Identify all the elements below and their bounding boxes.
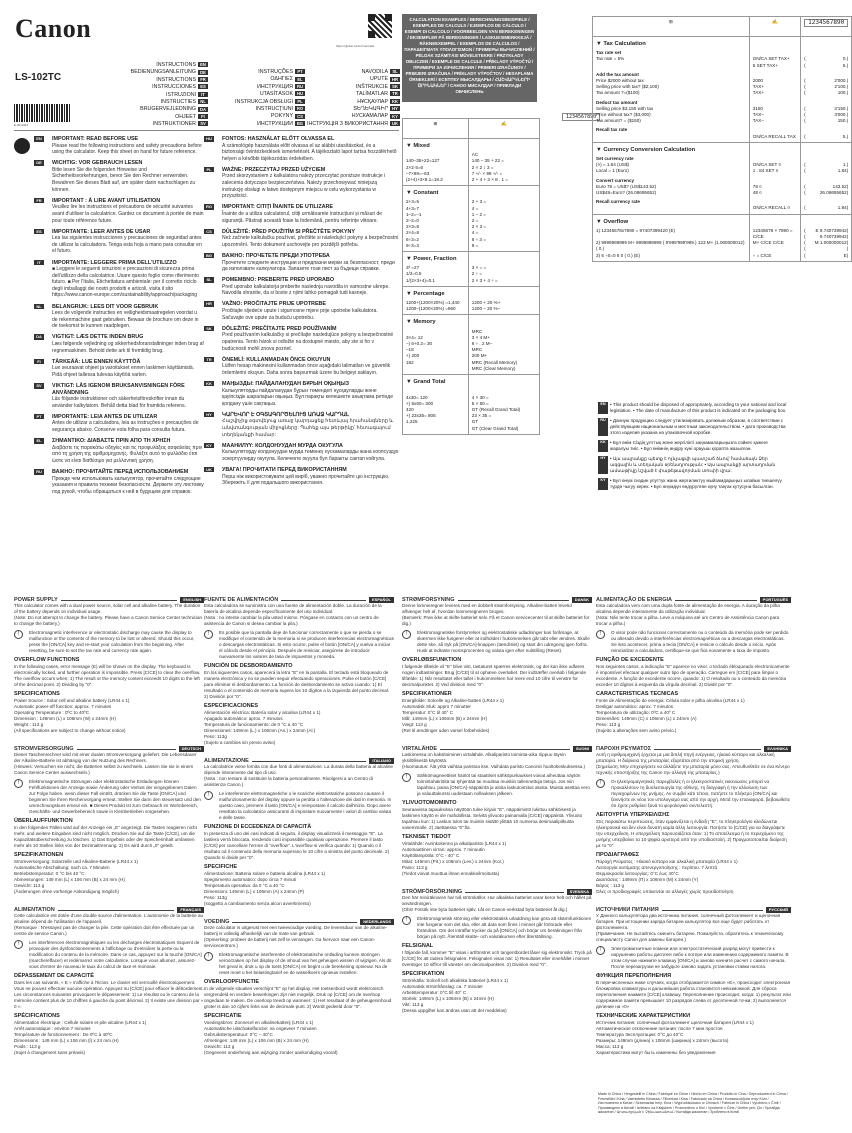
- notice-ro: RO IMPORTANT: CITIȚI ÎNAINTE DE UTILIZARE Înainte de a utiliza calculatorul, citiți următoarele instrucțiuni și măsuri de siguranță. Păstrați această foaie la îndemână, pentru referințe viitoare.: [206, 204, 383, 224]
- model-number: LS-102TC: [15, 72, 62, 83]
- notice-de: DE WICHTIG: VOR GEBRAUCH LESEN Bitte lesen Sie die folgenden Hinweise und Sicherheitsvorkehrungen, bevor Sie den Rechner verwenden. Bewahren Sie dieses Blatt auf, um später darin nachschlagen zu können.: [34, 160, 204, 193]
- keypress-column-icon: ✍: [749, 17, 800, 37]
- notice-hy: HY ԿԱՐԵՎՈՐ Է ՕԳՏԱԳՈՐԾԵԼՈՒՑ ԱՌԱՋ ԿԱՐԴԱԼ Հաշվիչից օգտվելուց առաջ կարդացեք հետևյալ հրահանգները և անվտանգության միջոցները: Պահեք այս թերթիկը՝ հետագայում տեղեկանքի համար:: [204, 412, 399, 438]
- disposal-ky: KY • Бул өнүм сиздин улуттук жана жергиликтүү мыйзамдарыңыз ылайык тиешелүү түрдө чыгуу керек. • Бул өнүмдүн өндүрүлгөн күнү таңгак кутусуна басылган.: [598, 478, 788, 490]
- manual-de: STROMVERSORGUNG DEUTSCH Dieser Taschenrechner wird mit einer dualen Stromversorgung geliefert. Die Lebensdauer der Alkaline-Batterie ist abhängig von der Nutzung des Rechners. (Hinweis: Versuchen sie nicht, die Batterien selbst zu wechseln. Lassen Sie sie in einem Canon Service Center auswechseln.) ! Elektromagnetische Störungen oder elektrostatische Entladungen können Fehlfunktionen der Anzeige sowie Änderung oder Verlust der eingegebenen Daten zur Folge haben. wenn dieser Fall eintritt, drücken Sie die Taste [ON/CA] und beginnen Sie Ihren Rechenvorgang erneut. Stellen Sie dann den steuersatz und den umrechnungskurs erneut ein. ■ Dieses Produkt ist zum Gebrauch im Wohnbereich, Geschäfts- und Gewerbebereich sowie in Kleinbetrieben vorgesehen. ÜBERLAUFFUNKTION In den folgenden Fällen wird auf der Anzeige ein „E" angezeigt. Die Tasten reagieren nicht mehr, und weitere Eingaben sind nicht möglich. Drücken Sie auf die Taste [C/CE], um die Kapazitätsüberschreitung zu löschen. 1) Das Ergebnis oder der Speicherinhalt umfassen mehr als 10 Stellen links von der Dezimaltrennung. 2) Es wird durch „0" geteilt. SPEZIFIKATIONEN Stromversorgung: Solarzelle und Alkaline-Batterie (LR44 x 1) Automatische Abschaltung: nach ca. 7 Minuten Betriebstemperatur: 0 °C bis 40 °C Abmessungen: 149 mm (L) x 106 mm (B) x 24 mm (H) Gewicht: 113 g (Änderungen ohne vorherige Ankündigung möglich): [14, 746, 204, 895]
- notice-pl: PL WAŻNE: PRZECZYTAJ PRZED UŻYCIEM Przed skorzystaniem z kalkulatora należy przeczytać poniższe instrukcje i zalecenia dotyczące bezpieczeństwa. Należy przechowywać niniejszą instrukcję obsługi w łatwo dostępnym miejscu w celu wykorzystania w przyszłości.: [204, 167, 399, 200]
- manual-en: POWER SUPPLY ENGLISH This calculator comes with a dual power source, solar cell and alkaline battery. The duration of the battery depends on individual usage. (Note: Do not attempt to change the battery. Please have a Canon Service Center technician to change the battery.) ! Electromagnetic interference or electrostatic discharge may cause the display to malfunction or the contents of the memory to be lost or altered. Should this occur, press the [ON/CA] key and re-start your calculation from the beginning. After resetting, be sure to set the tax rate and currency rate again. OVERFLOW FUNCTIONS In the following cases, error message (E) will be shown on the display. The keyboard is electronically locked, and further operation is impossible. Press [C/CE] to clear the overflow. The overflow occurs when: 1) The result or the memory content exceeds 10 digits to the left of the decimal point. 2) Dividing by "0". SPECIFICATIONS Power Source : Solar cell and alkaline battery (LR44 x 1) Automatic power-off function: approx. 7 minutes Operating Temperature : 0ºC to 40ºC Dimension : 149mm (L) x 106mm (W) x 24mm (H) Weight : 113 g (All specifications are subject to change without notice): [14, 597, 203, 733]
- warning-icon: !: [204, 952, 213, 961]
- important-notices-left: [34, 136, 204, 500]
- example-section-constant: ▼ Constant 2+3=5 4+3=7 1–2=–1 2–2=0 2×3=6 2×4=8 6÷3=2 9÷3=3 2 + 3 = 4 = 1 – 2 = 2 = 2 × 3 = 4 = 6 ÷ 3 = 9 =: [403, 186, 540, 252]
- notice-ky: KY МААНИЛҮҮ: КОЛДОНУУДАН МУРДА ОКУГУЛА Калькуляторду колдонуудан мурда төмөнкү нускамаларды жана коопсуздук эскертүүлөрдү окугула. Келечекте окуула бул баракты сактап койгула.: [204, 443, 399, 463]
- notice-it: IT IMPORTANTE: LEGGERE PRIMA DELL'UTILIZZO ■ Leggere le seguenti istruzioni e precauzioni di sicurezza prima dell'utilizzo della calcolatrice. Usare questo foglio come riferimento futuro. ■ Per l'Italia, Etichettatura ambientale: per il corretto riciclo degli imballaggi dei nostri prodotti e articoli, visita il sito https://www.canon-europe.com/sustainability/approach/packaging: [34, 260, 204, 300]
- notice-nl: NL BELANGRIJK: LEES DIT VOOR GEBRUIK Lees de volgende instructies en veiligheidsmaatregelen voordat u de rekenmachine gaat gebruiken. Bewaar de brochure om deze in de toekomst te kunnen raadplegen.: [34, 304, 204, 330]
- notice-kk: KK МАҢЫЗДЫ: ПАЙДАЛАНУДАН БҰРЫН ОҚЫҢЫЗ Калькуляторды пайдаланудан бұрын төмендегі нұсқауларды және қауіпсіздік шараларын оқыңыз. Бұл парақты келешекте анықтама ретінде қолдану үшін сақтаңыз.: [204, 381, 399, 407]
- keys-column-icon: ⊞: [403, 119, 469, 139]
- language-entry: INSTRUKCJA OBSŁUGI PL: [200, 99, 305, 106]
- manual-pt: ALIMENTAÇÃO DE ENERGIA PORTUGUÊS Esta calculadora vem com uma dupla fonte de alimentação de energia. A duração da pilha alcalina depende inteiramente da utilização individual. (Nota: Não tente trocar a pilha. Leve a máquina até um Centro de Assistência Canon para trocar a pilha.) ! O visor pode não funcionar correctamente ou o conteúdo da memória pode ser perdido ou alterado devido a interferências electromagnéticas ou a descargas electrostáticas. Se isso acontecer, prima a tecla [ON/CA] e reinicie o cálculo desde o início. Após reinicializar a calculadora, certifique-se que fixa novamente a taxa de imposto. FUNÇÃO DE EXCEDENTE Nos seguintes casos, a indicação "E" aparece no visor, o teclado ébloqueado electronicamente é impossível efectuar qualquer outro tipo de operação. Carregue em [C/CE] para limpar o excedente. A função de excedente ocorre, quando: 1) O resultado ou o conteúdo da memória exceder 10 dígitos à esquerda da vírgula decimal. 2) Dividir por "0". CARACTERISTICAS TECNICAS Fonte de Alimentação de energia: Célula solar e pilha alcalina (LR44 x 1) Desligar automático: aprox. 7 minutos Temperatura de utilização: 0ºC a 40º C Dimensões: 149mm (C) x 106mm (L) x 24mm (A) Peso: 113 g (Sujeito a alterações sem aviso prévio.): [596, 597, 790, 733]
- notice-da: DA VIGTIGT: LÆS DETTE INDEN BRUG Læs følgende vejledning og sikkerhedsforanstaltninger inden brug af regnemaskinen. Behold dette ark til fremtidig brug.: [34, 334, 204, 354]
- language-list-1: [108, 62, 208, 129]
- example-section-overflow: ▼ Overflow 1) 12345678x7890 = 97407399420 (E) 2) 9999999999 M+ 9999999999 ( 9'999'999'999.) 123 M+ (1.000000012) ( 0.) 3) 6 ÷0=0 6 0 ( 0.) (E) 12345678 × 7890 = C/CE M+ C/CE C/CE ÷ = C/CE ( E 9.740739942 ) ( 9.740739942 ) ( M 1.000000012 ) ( ) ( E ): [593, 214, 852, 261]
- manual-column-2: [204, 597, 394, 1068]
- notice-en: EN IMPORTANT: READ BEFORE USE Please read the following instructions and safety precautions before using the calculator. Keep this sheet on hand for future reference.: [34, 136, 204, 156]
- language-entry: НҰСҚАУЛАР KK: [357, 98, 399, 105]
- notice-sk: SK DÔLEŽITÉ: PREČÍTAJTE PRED POUŽÍVANÍM Pred používaním kalkulačky si prečítajte nasledujúce pokyny a bezpečnostné opatrenia. Tento hárok si odložte na dostupné miesto, aby ste si ho v budúcnosti mohli znova pozrieť.: [204, 326, 399, 352]
- example-section-power: ▼ Power, Fraction 3³ =27 1/2=0.5 1/(2×3+4)=0.1 3 × = = 2 ÷ = 2 × 3 + 4 ÷ =: [403, 252, 540, 287]
- language-list-3: [300, 69, 400, 128]
- warning-icon: !: [14, 940, 23, 949]
- notice-uk: UK УВАГА! ПРОЧИТАТИ ПЕРЕД ВИКОРИСТАННЯМ Перш ніж використовувати цей виріб, уважно прочитайте цю інструкцію. Збережіть її для подальшого використання.: [204, 467, 399, 487]
- manual-el: ΠΑΡΟΧΗ ΡΕΥΜΑΤΟΣ ΕΛΛΗΝΙΚΑ Αυτή η αριθμομηχανή έρχεται με μια διπλή πηγή ενέργειας, ηλιακό κύτταρο και αλκαλική μπαταρία. Η διάρκεια της μπαταρίας εξαρτάται από την ατομική χρήση. (Σημείωση: Μην επιχειρήσετε να αλλάξετε την μπαταρία μόνο σας. Απευθυνθείτε σε ένα Κέντρο τεχνικής υποστήριξης της Canon την αλλαγή της μπαταρίας.) ! Οι ηλεκτρομαγνητικές παρεμβολές ή οι ηλεκτροστατικές εκκενώσεις μπορεί να προκαλέσουν τη δυσλειτουργία της οθόνης, τη διαγραφή ή την αλλοίωση των περιεχομένων της μνήμης. Αν συμβεί κάτι τέτοιο, πατήστε το πλήκτρο [ON/CA] και ξεκινήστε εκ νέου τον υπολογισμό σας από την αρχή. Μετά την επαναφορά, βεβαιωθείτε ότι έχετε ρυθμίσει ξανά το φορολογικό συντελεστή. ΛΕΙΤΟΥΡΓΙΑ ΥΠΕΡΧΕΙΛΙΣΗΣ Στις παρακάτω περιπτώσεις, όταν εμφανίζεται η ένδειξη "E", το πληκτρολόγιο κλειδώνεται ηλεκτρονικά και δεν είναι δυνατή καμία άλλη λειτουργία. Πατήστε το [C/CE] για να διαγράψετε την υπερχείλιση. Η υπερχείλιση παρουσιάζεται όταν: 1) Το αποτέλεσμα ή το περιεχόμενο της μνήμης υπερβαίνει τα 10 ψηφία αριστερά από την υποδιαστολή. 2) Πραγματοποιείται διαίρεση με το "0". ΠΡΟΔΙΑΓΡΑΦΕΣ Παροχή Ρεύματος : Ηλιακό κύτταρο και αλκαλική μπαταρία (LR44 x 1) Λειτουργία αυτόματης απενεργοποίησης : περίπου. 7 λεπτά Θερμοκρασία λειτουργίας: 0°C έως 40°C Διαστάσεις : 149mm (Π) x 106mm (Μ) x 24mm (Υ) Βάρος : 113 g Όλες οι προδιαγραφές υπόκεινται σε αλλαγές χωρίς προειδοποίηση: [596, 746, 790, 894]
- warning-icon: !: [204, 791, 213, 800]
- manual-da: STRØMFORSYNING DANSK Denne lommeregner leveres med en dobbelt strømforsyning. Alkaline-batteri levetid afhænger helt af, hvordan lommeregneren bruges. (Bemærk: Prøv ikke at skifte batteriet selv. Få et Canon servicecenter til at skifte batteriet for dig.) ! Elektromagnetiske forstyrrelser og elektrostatiske udladninger kan forårsage, at skærmen ikke fungerer eller at indholdet i hukommelsen går tabt eller ændres. Skulle dette ske, så tryk på [ON/CA]-knappen (tænd/slet) og start din udregning igen forfra. Husk at indtaste momsprocenten og valuta igen efter nulstilling (Reset). OVERLØBSFUNKTION I følgende tilfælde vil "E" blive vist, tastaturet spærres elektronisk, og der kan ikke udføres nogen indtastninger. Brug [C/CE] til at ophæve overløbet. Der indtræffer overløb i følgende tilfælde: 1) Når resultatet eller tallet i hukommelsen har mere end 10 cifre til venstre for decimalpunktet. 2) Ved division med "0". SPECIFIKATIONER Energikilde: Solcelle og Alkaline-batteri (LR44 x 1) Automatisk Sluk: appro 7 minutter Temperatur: 0°C til 40° C Mål: 149mm (L) x 106mm (B) x 24mm (H) Vægt: 113 g (Ret til ændringer uden varsel forbeholdes): [402, 597, 592, 734]
- notice-tr: TR ÖNEMLİ: KULLANMADAN ÖNCE OKUYUN Lütfen hesap makinesini kullanmadan önce aşağıdaki talimatları ve güvenlik önlemlerini okuyun. Daha sonra başvurmak üzere bu belgeyi saklayın.: [204, 357, 399, 377]
- disposal-hy: HY • Այս ապրանքը պետք է ոչնչացվի պատշաճ ձևով՝ համաձայն Ձեր ազգային և տեղական օրենսդրության: • Այս ապրանքի արտադրման ամսաթիվը նշված է փաթեթավորման տուփի վրա:: [598, 456, 788, 474]
- language-entry: ISTRUZIONI IT: [108, 92, 208, 99]
- warning-icon: !: [14, 779, 23, 788]
- examples-table-right: [592, 16, 849, 262]
- warning-icon: !: [402, 916, 411, 925]
- manual-fr: ALIMENTATION FRANÇAIS Cette calculatrice est dotée d'une double source d'alimentation. L'autonomie de la batterie au alcaline dépend de l'utilisation de l'appareil. (Remarque : N'essayez pas de changer la pile. Cette opération doit être effectuée par un centre de service Canon.) ! Les interférences électromagnétiques ou les décharges électrostatiques risquent de provoquer des dysfonctionnements à l'affichage ou d'entraîner la perte ou la modification du contenu de la mémoire. Dans ce cas, appuyez sur la touche [ON/CA] (marche/effacer) et redémarrez votre calculatrice. Lorsque vous allumez, assurez-vous d'entrer de nouveau le taux du calcul de taxe et monnaie. DÉPASSEMENT DE CAPACITÉ Dans les cas suivants, « E » s'affiche à l'écran. Le clavier est verrouillé électroniquement. Vous ne pouvez effectuer aucune opération. Appuyez su [C/CE] pour effacer le débordement. Les circonstances suivantes provoquent le dépassement: 1) Le résultat ou le contenu de la mémoire contient plus de 10 chiffres à gauche du point décimal. 2) Il existe une division par « 0 ». SPÉCIFICATIONS Alimentation électrique : Cellule solaire et pile alcaline (LR44 x 1) Arrêt automatique : environ 7 minutes Température de fonctionnement : De 0ºC à 40ºC Dimensions : 149 mm (L) x 106 mm (l) x 24 mm (H) Poids : 113 g (Sujet à changement sans préavis): [14, 907, 204, 1055]
- example-section-memory: ▼ Memory 3×4= 12 –) 6+0.2= 30 –18 +) 200 182 MRC 3 × 4 M+ 6 ÷ . 2 M– MRC 200 M+ MRC (Recall Memory) MRC (Clear Memory): [403, 315, 540, 375]
- language-entry: TALİMATLAR TR: [300, 91, 400, 98]
- manual-ru: ИСТОЧНИКИ ПИТАНИЯ РУССКИЙ У Данного калькулятора два источника питания, солнечный фотоэлемент и щелочная батарея. При истощении заряда батареи калькулятор все еще будет работать от фотоэлемента. (Примечание. Не пытайтесь сменить батарею. Пожалуйста, обратитесь к техническому специалисту Canon для замены батареи.) ! Электромагнитные помехи или электростатический разряд могут привести к нарушению работы дисплея либо к потере или изменению содержимого памяти. В этом случае нажмите клавишу [ON/CA] и заново начните расчет с самого начала. После перезагрузки не забудьте заново задать установки ставки налога. ФУНКЦИЯ ПЕРЕПОЛНЕНИЯ В перечисленных ниже случаях, когда отображается символ «E», происходит электронная блокировка клавиатуры и дальнейшая работа становится невозможной. Для сброса переполнения нажмите [C/CE] клавишу. Переполнение происходит, когда: 1) результат или содержимое памяти превышает 10 разрядов слева от десятичной точки; 2) выполняется деление на «0» ТЕХНИЧЕСКИЕ ХАРАКТЕРИСТИКИ Источник питания: солнечный фотоэлемент щелочная батарея (LR44 x 1) Автоматическое отключение питания: после 7 мин простоя Температура Эксплуатации: 0°C до 40°C Размеры: 149mm (длина) x 106mm (ширина) x 24mm (высота) Масса: 113 g Характеристики могут быть изменены без уведомления: [596, 907, 791, 1055]
- warning-icon: !: [204, 630, 213, 639]
- notice-fr: FR IMPORTANT : À LIRE AVANT UTILISATION Veuillez lire les instructions et précautions de sécurité suivantes avant d'utiliser la calculatrice. Gardez ce document à portée de main pour toute référence future.: [34, 198, 204, 224]
- example-section-tax: ▼ Tax Calculation Tax rate set Tax rate = 5% Add the tax amount Price $2000 without tax Selling price with tax? ($2,100) Tax amount ?=($100) Deduct tax amount Selling price $3,150 with tax Price without tax? ($3,000) Tax amount? = ($150) Recall tax rate ON/CA SET TAX+ 5 SET TAX+ 2000 TAX+ TAX+ 3150 TAX– TAX– ON/CA RECALL TAX ( 0. ) ( 5. ) ( 2'000. ) ( 2'100. ) ( 100. ) ( 3'150. ) ( 3'000. ) ( 150. ) ( 5. ): [593, 37, 852, 143]
- notice-sv: SV VIKTIGT: LÄS IGENOM BRUKSANVISNINGEN FÖRE ANVÄNDNING Läs följande instruktioner och säkerhetsföreskrifter innan du använder kalkylatorn. Behåll detta blad för framtida referens.: [34, 383, 204, 409]
- language-entry: INSTRUCTIONS EN: [108, 62, 208, 69]
- display-column: 1234567890: [801, 17, 852, 37]
- language-entry: НУСКАМАЛАР KY: [300, 113, 400, 120]
- manual-es: FUENTE DE ALIMENTACIÓN ESPAÑOL Esta calculadora se suministra con una fuente de alimentación doble. La duración de la batería de alcalina depende específicamente del uso individual. (Nota : no intente cambiar la pila usted mismo. Póngase en contacto con un centro de asistencia de Canon si desea cambiar la pila.) ! Es posible que la pantalla deje de funcionar correctamente o que se pierda o se modifique el contenido de la memoria si se producen interferencias electromagnéticas o descargas electrostáticas. Si esto ocurre, pulse el botón [ON/CA] y vuelva a iniciar el cálculo desde el principio. Después de reiniciar, asegúrese de introducir nuevamente los valores de tasa de impuestos y moneda. FUNCIÓN DE DESBORDAMIENTO En los siguientes casos, aparecerá la letra "E" en la pantalla. El teclado está bloqueado de manera electrónica y no se pueden seguir efectuando operaciones. Pulse el botón [C/CE] para eliminar el desbordamiento. La función de desbordamiento se activa cuando: 1) El resultado o el contenido de memoria supera los 10 dígitos a la izquierda del punto decimal. 2) División por "0". ESPECIFICACIONES Alimentación eléctrica: Batería solar y alcalina (LR44 x 1) Apagado automático: aprox. 7 minutos Temperatura de funcionamiento: de 0 °C a 40 °C Dimensiones: 149mm (L.) x 106mm (An.) x 24mm (Al.) Peso: 113g (Sujeto a cambios sin previo aviso): [204, 597, 394, 745]
- warning-icon: !: [596, 946, 605, 955]
- example-section-percentage: ▼ Percentage 1200+(1200×20%) =1,440 1200–(1200×20%) =960 1200 + 20 %+ 1200 – 20 %–: [403, 286, 540, 315]
- language-list-2: [200, 69, 305, 128]
- keys-column-icon: ⊞: [593, 17, 750, 37]
- notice-es: ES IMPORTANTE: LEER ANTES DE USAR Lea las siguientes instrucciones y precauciones de seguridad antes de utilizar la calculadora. Tenga esta hoja a mano para consultar en el futuro.: [34, 229, 204, 255]
- barcode-number: E-IM-3301: [14, 123, 29, 127]
- examples-table-left: [402, 118, 540, 435]
- example-section-mixed: ▼ Mixed 140–35+22=127 2×2·5=6 –7×99=–63 (2+4)+3×8.1=18.2 AC 140 – 35 + 22 = 2 × 2 ↕ 3 = 7 +/- × 99 +/- = 2 + 4 + 3 × 8 . 1 =: [403, 139, 540, 186]
- language-entry: ИНСТРУКЦИИ BG: [257, 120, 304, 127]
- important-notices-right: [204, 136, 399, 491]
- example-section-currency: ▼ Currency Conversion Calculation Set currency rate (¤) = 1.84 (US$) Local = 1 (Euro) Convert currency Euro 78 = US$? (US$143.52) US$48=Euro? (26.08695652) Recall currency rate ON/CA SET ¤ 1 . 84 SET ¤ 78 ¤ 48 ¤ ON/CA RECALL ¤ ( 1. ) ( 1.84 ) ( 143.52 ) ( 26.08695652 ) ( 1.84 ): [593, 142, 852, 214]
- notice-hr: HR VAŽNO: PROČITAJTE PRIJE UPOTREBE Pročitajte sljedeće upute i sigurnosne mjere prije upotrebe kalkulatora. Sačuvajte ove upute za buduću upotrebu.: [204, 301, 399, 321]
- canon-logo: Canon: [15, 14, 92, 43]
- language-entry: ՏԵՂԵԿԱԳԻՐ HY: [300, 106, 400, 113]
- calculation-examples-title: CALCULATION EXAMPLES / BERECHNUNGSBEISPIELE / EXEMPLES DE CALCULS / EJEMPLOS DE CÁLCULO / ESEMPI DI CALCOLO / VOORBEELDEN VAN BEREKENINGEN / EKSEMPLER PÅ BEREGNINGER / LASKUESIMERKKEJÄ / RÄKNEEXEMPEL / EXEMPLOS DE CÁLCULOS / ΠΑΡΑΔΕΙΓΜΑΤΑ ΥΠΟΛΟΓΙΣΜΩΝ / ПРИМЕРЫ ВЫЧИСЛЕНИЙ / PÉLDÁK SZÁMÍTÁSI MŰVELETEKRE / PRZYKŁADY OBLICZEŃ / EXEMPLE DE CALCULE / PŘÍKLADY VÝPOČTŮ / ПРИМЕРИ ЗА ИЗЧИСЛЕНИЯ / PRIMERI IZRAČUNOV / PRIMJERI IZRAČUNA / PRÍKLADY VÝPOČTOV / HESAPLAMA ÖRNEKLERİ / ЕСЕПТЕУ МЫСАЛДАРЫ / ՀԱՇՎԱՐԿՆԵՐԻ ՕՐԻՆԱԿՆԵՐ / САНОО МИСАЛДАР / ПРИКЛАДИ ОБЧИСЛЕНЬ: [402, 14, 537, 102]
- warning-icon: !: [596, 630, 605, 639]
- notice-bg: BG ВАЖНО: ПРОЧЕТЕТЕ ПРЕДИ УПОТРЕБА Прочетете следните инструкции и предпазни мерки за безопасност, преди да използвате калкулатора. Запазете този лист за бъдещи справки.: [206, 252, 395, 273]
- language-entry: BEDIENUNGSANLEITUNG DE: [108, 69, 208, 76]
- language-entry: INSTRUÇÕES PT: [200, 69, 305, 76]
- qr-url: https://global.canon/manuals: [336, 44, 375, 48]
- language-entry: POKYNY CS: [200, 113, 305, 120]
- divider: [14, 130, 399, 131]
- keypress-column-icon: ✍: [468, 119, 539, 139]
- manual-fi: VIRTALÄHDE SUOMI Laskimessa on kaksitoiminen virtalähde. Alkaliparisto toiminta-aika riippuu täysin yksilöllisestä käytöstä. (Huomautus: Älä yritä vaihtaa paristoa itse. Vaihdata paristo Canonin huoltokeskuksessa.) ! Sähkömagneettiset häiriöt tai staattiset sähköpurkaukset voivat aiheuttaa näytön toimintahäiriöitä tai tyhjentää tai muuttaa muistiin tallennettuja tietoja. Jos niin tapahtuu, paina [ON/CA]-näppäintä ja aloita laskutoimitus alusta. Muista asettaa vero ja valuuttakurssi uudestaan nollauksen jälkeen. YLIVUOTOMOMINTO Seuraavissa tapauksissa näyttöön tulee kirjain "E", näppäimistö lukittuu sähköisesti ja laskimen käyttö ei ole mahdollista. Selvitä ylivuoto painamalla [C/CE] näppäintä. Ylivuoto tapahtuu kun: 1) Laskun tulos tai muistin sisältö ylittää 10 numeroa desimaalipilkusta vasemmalle. 2) Jaettaessa "0":lla. TEKNISET TIEDOT Virtalähde: Aurinkokenno ja alkaliparisto (LR44 x 1) Automaattinen virran: approx. 7 minuutin Käyttölämpötila: 0°C - 40° C Mitat: 149mm (Pit.) x 106mm (Lev.) x 24mm (Kor.) Paino: 113 g (Tiedot voivat muuttua ilman ennakkoilmoitusta): [402, 746, 592, 877]
- made-in-china: Made in China / Hergestellt in China / Fabriqué en Chine / Hecho en China / Prodotto in Cina / Geproduceerd in China / Fremstillet i Kina / Valmistettu Kiinassa / Tillverkad i Kina / Fabricado na China / Κατασκευάζεται στην Κίνα / Изготовлено в Китае / Származási hely: Kína / Wyprodukowano w Chinach / Fabricat în China / Vyrobeno v Číně / Произведено в Китай / Izdelano na Kitajskem / Proizvedeno u Kini / Vyrobené v Číne / Üretim yeri: Çin / Қытайда жасалған / Արտադրված է Չինաստանում / Кытайда жасалган / Зроблено в Китаї: [598, 1092, 788, 1115]
- language-entry: ИНСТРУКЦИЯ RU: [257, 83, 304, 90]
- language-entry: INSTRUKTIONER SV: [108, 121, 208, 128]
- language-entry: INSTRUCCIONES ES: [108, 84, 208, 91]
- language-entry: INSTRUCȚIUNI RO: [255, 106, 304, 113]
- disposal-kk: KK • Бұл өнім Сіздің ұлттық және жергілікті заңнамаларыңызға сәйкес қажеге жаралуы тиіс. • Бұл өнімнің өндіру күні орауыш қорапта жазылған.: [598, 440, 788, 452]
- language-entry: NAVODILA SL: [300, 69, 400, 76]
- notice-hu: HU FONTOS: HASZNÁLAT ELŐTT OLVASSA EL A számológép használata előtt olvassa el az alábbi utasításokat, és a biztonsági óvintézkedések ismertetését. A tájékoztató lapot tartsa hozzáférhető helyen a későbbi tájékozódás érdekében.: [204, 136, 399, 162]
- warning-icon: !: [596, 779, 605, 788]
- warning-icon: !: [14, 630, 23, 639]
- manual-it: ALIMENTAZIONE ITALIANO La calcolatrice viene fornita con due fonti di alimentazione. La durata della batteria al alcaline dipende interamente dal tipo di uso. (Nota : non tentare di sostituire la batteria personalmente. Rivolgersi a un Centro di assistenza Canon.) ! Le interferenze elettromagnetiche o le scariche elettrostatiche possono causare il malfunzionamento del display oppure la perdita o l'alterazione dei dati in memoria. In questo caso, premere il tasto [ON/CA] e reimpostare il calcolo dall'inizio. Dopo avere resettato la calcolatrice assicurarsi di impostare nuovamente i valori di cambio valuta e delle tasse. FUNZIONE DI ECCEDENZA DI CAPACITÀ In presenza di uno dei casi indicati di seguito, il display visualizzerà il messaggio "E". La tastiera verrà bloccata, rendendo così impossibile qualsiasi operazione. Premere il tasto [C/CE] per cancellare l'errore di "overflow". L'overflow si verifica quando: 1) Quando o il risultato od il contenuto della memoria superano le 10 cifre a sinistra del punto decimale. 2) Quando si divide per "0". SPECIFICHE Alimentazione: Batteria solare e batteria alcalina (LR44 x 1) Spegnimento automatico: dopo circa 7 minuti Temperatura operativa: da 0 °C a 40 °C Dimensioni: 149mm (L) x 106mm (A) x 24mm (P) Peso: 113g (soggetto a cambiamento senza alcun avvertimento): [204, 758, 393, 906]
- manual-nl: VOEDING NEDERLANDS Deze calculator is uitgerust met een tweevoudige voeding. De levensduur van de alkaline-batterij is volledig afhankelijk van de mate van gebruik. (Opmerking: probeer de batterij niet zelf te vervangen. Ga hiervoor naar een Canon-servicecentrum.) ! Elektromagnetische interferentie of elektrostatische ontlading kunnen storingen veroorzaken op het display of de inhoud van het geheugen wissen of wijzigen. Als dit het geval is, druk u op de toets [ON/CA] en begint u de berekening opnieuw. Na de reset moet u het belastingtarief en de wisselkoers opnieuw instellen. OVERLOOPFUNCTIE In de volgende situaties verschijnt "E" op het display. Het toetsenbord wordt elektronisch vergrendeld en verdere bewerkingen zijn niet mogelijk. Druk op [C/CE] om de overloop ongedaan te maken. De overloop treedt op wanneer: 1) Het resultaat of de geheugeninhoud groter is dan 10 cijfers links van de decimale punt. 2) Wordt gedeeld door "0". SPECIFICATIE Voedingsbron: Zonnecel en alkalinebatterij (LR44 x 1) Automatische uitschakelfunctie: na ongeveer 7 minuten Gebruikstemperatuur: 0°C – 40°C Afmetingen: 149 mm (L) x 106 mm (B) x 24 mm (H) Gewicht: 113 g (Gegevens onderhevig aan wijziging zonder aankondiging vooraf): [204, 919, 394, 1056]
- warning-icon: !: [402, 630, 411, 639]
- language-entry: OHJEET FI: [108, 114, 208, 121]
- notice-sl: SL POMEMBNO: PREBERITE PRED UPORABO Pred uporabo kalkulatorja preberite naslednja navodila in varnostne ukrepe. Navodila shranite, da si boste z njimi lahko pomagali tudi kasneje.: [204, 277, 399, 297]
- manual-sv: STRÖMFÖRSÖRJNING SVENSKA Den här miniräknaren har två strömkällor. Hur alkaliska batteriet varar beror helt och hållet på användningen. (Obs! Försök inte byta batteriet själv. Låt en Canon-verkstad byta batteriet åt dig.) ! Elektromagnetisk störning eller elektrostatisk urladdning kan göra att skärmfunktionen inte fungerar som det ska, eller att data som finns i minnet går förlorade eller förändras. Om det inträffar trycker du på [ON/CA] och börjar om beräkningen från början på nytt. Återställ skatte- och valutakursen efter återställning. FELSIGNAL I följande fall, kommer "E" visas i artfönstret och tangentbordet låser sig elektroniskt. Tryck på [C/CE] för att radera felsignalen. Felsignalen visas när: 1) Resultatet eller innehållet i minnet överstiger 10 siffror till vänster om decimalpunkten. 2) Division med "0". SPECIFIKATION Strömkälla: Solcell och alkaliska batteriet (LR44 x 1) Automatisk strömfrånslag: ca. 7 minuter Arbetstemperatur: 0°C till 40° C Storlek: 149mm (L) x 106mm (B) x 24mm (H) Vikt: 113 g (Dessa uppgifter kan ändras utan att det meddelas): [402, 889, 592, 1013]
- language-entry: UTASÍTÁSOK HU: [259, 91, 304, 98]
- language-entry: INSTRUCTIES NL: [108, 99, 208, 106]
- disposal-notices: [598, 402, 788, 494]
- language-entry: UPUTE HR: [370, 76, 399, 83]
- lightbulb-icon: [14, 138, 30, 154]
- manual-column-1: [14, 597, 204, 1068]
- warning-icon: !: [402, 773, 411, 782]
- disposal-en: EN • This product should be disposed of appropriately, according to your national and local legislation. • The date of manufacture of this product is indicated on the packaging box.: [598, 402, 788, 414]
- language-entry: BRUGERVEJLEDNING DA: [140, 106, 207, 113]
- language-entry: ІНСТРУКЦІЯ З ВИКОРИСТАННЯ UK: [307, 120, 399, 127]
- example-section-grandtotal: ▼ Grand Total 4x30= 120 +) 5x60= 300 420 +) 23x35= 805 1,225 4 × 30 = 5 × 60 = GT (Recall Grand Total) 23 × 35 = GT GT (Clear Grand Total): [403, 375, 540, 435]
- manual-column-3: [402, 597, 592, 1026]
- disposal-ru: RU • Данную продукцию следует утилизировать должным образом, в соответствии с действующим национальным и местным законодательством. • дата производства этого изделия указана на упаковочной коробке.: [598, 418, 788, 436]
- language-entry: INŠTRUKCIE SK: [300, 84, 400, 91]
- notice-ru: RU ВАЖНО: ПРОЧИТАЙТЕ ПЕРЕД ИСПОЛЬЗОВАНИЕМ Прежде чем использовать калькулятор, прочитайте следующие указания и правила техники безопасности. Держите эту листовку под рукой, чтобы обращаться к ней в будущем для справок.: [34, 469, 204, 495]
- barcode: [14, 104, 70, 122]
- notice-el: EL ΣΗΜΑΝΤΙΚΟ: ΔΙΑΒΑΣΤΕ ΠΡΙΝ ΑΠΟ ΤΗ ΧΡΗΣΗ Διαβάστε τις παρακάτω οδηγίες και τις προφυλάξεις ασφαλείας πριν από τη χρήση της αριθμομηχανής. Φυλάξτε αυτό το φυλλάδιο έτσι ώστε να είναι διαθέσιμο για μελλοντική χρήση.: [34, 438, 204, 464]
- language-entry: INSTRUCTIONS FR: [108, 77, 208, 84]
- manual-column-4: [596, 597, 791, 1068]
- notice-fi: FI TÄRKEÄÄ: LUE ENNEN KÄYTTÖÄ Lue seuraavat ohjeet ja varoitukset ennen laskimen käyttämistä. Pidä ohjeet tallessa tulevaa käyttöä varten.: [34, 359, 204, 379]
- notice-cs: CS DŮLEŽITÉ: PŘED POUŽITÍM SI PŘEČTĚTE POKYNY Než začnete kalkulačku používat, přečtěte si následující pokyny a bezpečnostní upozornění. Tento dokument uschovejte pro pozdější potřebu.: [204, 229, 399, 249]
- notice-pt: PT IMPORTANTE: LEIA ANTES DE UTILIZAR Antes de utilizar a calculadora, leia as instruções e precauções de segurança abaixo. Conserve esta folha para consulta futura.: [34, 414, 204, 434]
- qr-code: [368, 14, 392, 38]
- display-sample: 1234567890: [562, 113, 600, 121]
- language-entry: ΟΔΗΓΙΕΣ EL: [200, 76, 305, 83]
